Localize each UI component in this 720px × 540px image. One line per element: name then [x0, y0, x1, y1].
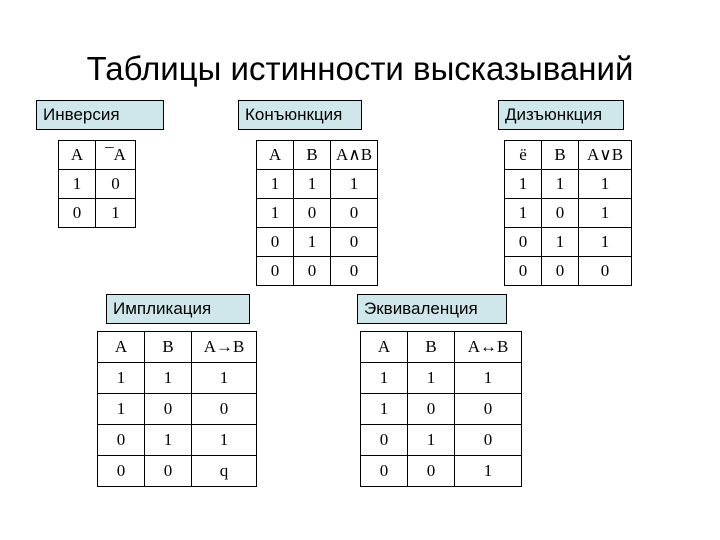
header-cell: A→B	[192, 332, 257, 363]
table-header-row	[361, 332, 522, 363]
table-row	[257, 199, 378, 228]
header-cell: A	[59, 141, 96, 170]
table-cell: 1	[96, 199, 136, 228]
table-cell: 1	[257, 199, 294, 228]
table-row	[98, 363, 257, 394]
table-row	[59, 170, 136, 199]
table-header-row	[505, 141, 632, 170]
table-cell: 0	[257, 228, 294, 257]
table-row	[98, 456, 257, 487]
table-cell: 1	[145, 363, 192, 394]
table-cell: 1	[455, 363, 522, 394]
header-cell: B	[542, 141, 579, 170]
table-cell: 0	[455, 394, 522, 425]
table-row	[361, 394, 522, 425]
table-cell: 0	[361, 425, 408, 456]
table-row	[257, 228, 378, 257]
table-cell: 1	[98, 394, 145, 425]
table-cell: 1	[361, 394, 408, 425]
table-row	[505, 170, 632, 199]
table-cell: 1	[145, 425, 192, 456]
table-cell: 0	[408, 394, 455, 425]
table-cell: 1	[579, 199, 632, 228]
table-cell: 0	[505, 228, 542, 257]
table-header-row	[257, 141, 378, 170]
table-cell: 0	[579, 257, 632, 286]
table-cell: 1	[408, 425, 455, 456]
table-cell: 1	[542, 228, 579, 257]
table-row	[361, 456, 522, 487]
conjunction-label: Конъюнкция	[238, 100, 362, 130]
header-cell: A	[98, 332, 145, 363]
table-cell: 0	[192, 394, 257, 425]
table-cell: 0	[98, 425, 145, 456]
header-cell: ¯A	[96, 141, 136, 170]
table-cell: 0	[505, 257, 542, 286]
table-row	[257, 170, 378, 199]
table-row	[361, 425, 522, 456]
table-cell: 1	[408, 363, 455, 394]
table-cell: 0	[294, 199, 331, 228]
table-cell: q	[192, 456, 257, 487]
table-cell: 0	[455, 425, 522, 456]
table-row	[59, 199, 136, 228]
inversion-label: Инверсия	[36, 100, 164, 130]
table-cell: 0	[257, 257, 294, 286]
table-row	[505, 228, 632, 257]
table-cell: 0	[542, 199, 579, 228]
table-cell: 0	[331, 199, 378, 228]
table-cell: 1	[505, 199, 542, 228]
header-cell: B	[294, 141, 331, 170]
table-cell: 1	[192, 425, 257, 456]
equivalence-label: Эквиваленция	[357, 294, 507, 324]
header-cell: A∨B	[579, 141, 632, 170]
table-cell: 0	[294, 257, 331, 286]
page-title: Таблицы истинности высказываний	[86, 50, 634, 87]
table-cell: 0	[98, 456, 145, 487]
table-header-row	[98, 332, 257, 363]
table-cell: 1	[294, 170, 331, 199]
header-cell: A	[361, 332, 408, 363]
disjunction-table	[504, 140, 632, 286]
table-cell: 1	[505, 170, 542, 199]
table-row	[505, 199, 632, 228]
header-cell: B	[408, 332, 455, 363]
table-cell: 0	[145, 394, 192, 425]
header-cell: A∧B	[331, 141, 378, 170]
table-cell: 0	[96, 170, 136, 199]
table-cell: 0	[361, 456, 408, 487]
header-cell: A↔B	[455, 332, 522, 363]
table-cell: 0	[145, 456, 192, 487]
table-cell: 0	[59, 199, 96, 228]
implication-label: Импликация	[106, 294, 250, 324]
table-cell: 1	[59, 170, 96, 199]
table-row	[505, 257, 632, 286]
table-cell: 0	[408, 456, 455, 487]
table-row	[98, 394, 257, 425]
header-cell: ё	[505, 141, 542, 170]
inversion-table	[58, 140, 136, 228]
table-cell: 1	[455, 456, 522, 487]
disjunction-label: Дизъюнкция	[498, 100, 624, 130]
table-cell: 1	[542, 170, 579, 199]
table-header-row	[59, 141, 136, 170]
table-cell: 0	[331, 257, 378, 286]
header-cell: B	[145, 332, 192, 363]
table-cell: 1	[192, 363, 257, 394]
table-cell: 1	[579, 228, 632, 257]
table-row	[257, 257, 378, 286]
table-cell: 1	[257, 170, 294, 199]
table-cell: 0	[542, 257, 579, 286]
header-cell: A	[257, 141, 294, 170]
table-cell: 1	[294, 228, 331, 257]
table-cell: 1	[579, 170, 632, 199]
table-row	[361, 363, 522, 394]
table-cell: 1	[331, 170, 378, 199]
table-cell: 1	[98, 363, 145, 394]
table-row	[98, 425, 257, 456]
equivalence-table	[360, 331, 522, 487]
table-cell: 1	[361, 363, 408, 394]
conjunction-table	[256, 140, 378, 286]
implication-table	[97, 331, 257, 487]
table-cell: 0	[331, 228, 378, 257]
